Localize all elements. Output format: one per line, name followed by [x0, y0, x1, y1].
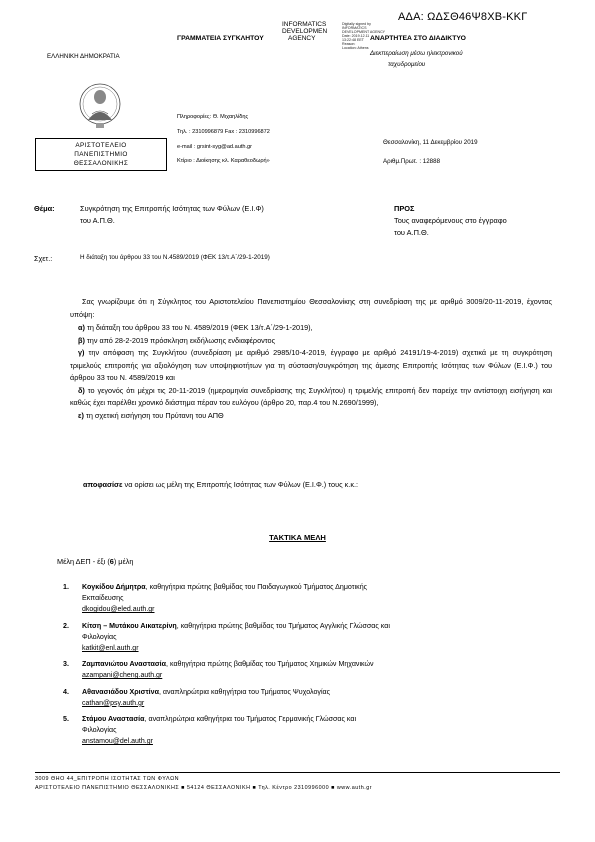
reference-label: Σχετ.:: [34, 254, 53, 263]
list-item: 4. Αθανασιάδου Χριστίνα, αναπληρώτρια καθηγήτρια του Τμήματος Ψυχολογίας cathan@psy.auth.gr: [63, 687, 331, 707]
reference-text: Η διάταξη του άρθρου 33 του Ν.4589/2019 (ΦΕΚ 13/τ.Α΄/29-1-2019): [80, 254, 270, 261]
body-intro: Σας γνωρίζουμε ότι η Σύγκλητος του Αριστοτελείου Πανεπιστημίου Θεσσαλονίκης στη συνεδρίαση της με αριθμό 3009/20-11-2019, έχοντας υπόψη:: [70, 297, 552, 319]
members-subtitle: Μέλη ΔΕΠ - έξι (6) μέλη: [57, 557, 134, 566]
protocol-number: Αριθμ.Πρωτ. : 12888: [383, 158, 441, 165]
body-item-a: α) τη διάταξη του άρθρου 33 του Ν. 4589/2019 (ΦΕΚ 13/τ.Α΄/29-1-2019),: [78, 323, 313, 332]
posted-online-heading: ΑΝΑΡΤΗΤΕΑ ΣΤΟ ΔΙΑΔΙΚΤΥΟ: [370, 35, 466, 42]
letter-body: [70, 296, 552, 422]
decision-line: αποφασίσε να ορίσει ως μέλη της Επιτροπής Ισότητας των Φύλων (Ε.Ι.Φ.) τους κ.κ.:: [83, 480, 359, 489]
members-list: [63, 582, 554, 753]
body-item-b: β) την από 28-2-2019 πρόσκληση εκδήλωσης ενδιαφέροντος: [78, 335, 276, 345]
republic-heading: ΕΛΛΗΝΙΚΗ ΔΗΜΟΚΡΑΤΙΑ: [47, 53, 120, 60]
body-item-e: ε) τη σχετική εισήγηση του Πρύτανη του ΑΠΘ: [78, 410, 224, 420]
subject-label: Θέμα:: [34, 204, 55, 213]
university-name-box: ΑΡΙΣΤΟΤΕΛΕΙΟ ΠΑΝΕΠΙΣΤΗΜΙΟ ΘΕΣΣΑΛΟΝΙΚΗΣ: [35, 138, 167, 171]
recipients-label: ΠΡΟΣ: [394, 204, 415, 213]
ada-code: ΑΔΑ: ΩΔΣΘ46Ψ8ΧΒ-ΚΚΓ: [398, 11, 528, 23]
it-agency-logo: INFORMATICS DEVELOPMEN AGENCY: [282, 21, 328, 42]
contact-tel: Τηλ. : 2310996879 Fax : 2310996872: [177, 129, 270, 135]
member-email-link[interactable]: anstamou@del.auth.gr: [82, 738, 153, 746]
member-email-link[interactable]: azampani@cheng.auth.gr: [82, 672, 163, 680]
member-email-link[interactable]: dkogidou@eled.auth.gr: [82, 606, 155, 614]
footer-address: ΑΡΙΣΤΟΤΕΛΕΙΟ ΠΑΝΕΠΙΣΤΗΜΙΟ ΘΕΣΣΑΛΟΝΙΚΗΣ ■ 54124 ΘΕΣΣΑΛΟΝΙΚΗ ■ Τηλ. Κέντρο 2310996000 ■ www.auth.gr: [35, 785, 373, 791]
document-date: Θεσσαλονίκη, 11 Δεκεμβρίου 2019: [383, 139, 478, 146]
subject-line-1: Συγκρότηση της Επιτροπής Ισότητας των Φύλων (Ε.Ι.Φ): [80, 204, 264, 213]
delivery-note-2: ταχυδρομείου: [388, 61, 426, 68]
contact-building: Κτίριο : Διοίκησης κλ. Καραθεοδωρή»: [177, 158, 270, 164]
contact-info: Πληροφορίες: Θ. Μιχαηλίδης: [177, 114, 249, 120]
footer-divider: [35, 772, 560, 773]
secretariat-heading: ΓΡΑΜΜΑΤΕΙΑ ΣΥΓΚΛΗΤΟΥ: [177, 35, 264, 42]
footer-file-ref: 3009 ΘΗΟ 44_ΕΠΙΤΡΟΠΗ ΙΣΟΤΗΤΑΣ ΤΩΝ ΦΥΛΩΝ: [35, 776, 180, 782]
university-seal-icon: [78, 80, 122, 130]
list-item: 2. Κίτση – Μυτάκου Αικατερίνη, καθηγήτρια πρώτης βαθμίδας του Τμήματος Αγγλικής Γλώσσας και Φιλολογίας katkit@enl.auth.gr: [63, 621, 390, 653]
list-item: 1. Κογκίδου Δήμητρα, καθηγήτρια πρώτης βαθμίδας του Παιδαγωγικού Τμήματος Δημοτικής Εκπαίδευσης dkogidou@eled.auth.gr: [63, 583, 368, 614]
recipients-line-1: Τους αναφερόμενους στο έγγραφο: [394, 216, 507, 225]
list-item: 5. Στάμου Αναστασία, αναπληρώτρια καθηγήτρια του Τμήματος Γερμανικής Γλώσσας και Φιλολογίας anstamou@del.auth.gr: [63, 715, 357, 746]
list-item: 3. Ζαμπανιώτου Αναστασία, καθηγήτρια πρώτης βαθμίδας του Τμήματος Χημικών Μηχανικών azampani@cheng.auth.gr: [63, 660, 374, 680]
recipients-line-2: του Α.Π.Θ.: [394, 228, 429, 237]
digital-signature-stamp: Digitally signed by INFORMATICS DEVELOPMENT AGENCY Date: 2019.12.11 13:22:48 EET Reason: Location: Athens: [342, 22, 386, 50]
body-item-c: γ) την απόφαση της Συγκλήτου (συνεδρίαση με αριθμό 2985/10-4-2019, έγγραφο με αριθμό 24191/19-4-2019) σχετικά με τη συγκρότηση τριμελούς επιτροπής για αξιολόγηση των υποψηφιοτήτων για τη σύσταση/συγκρότηση της άμεσης Επιτροπής Ισότητας των Φύλων (Ε.Ι.Φ.) του άρθρου 33 του Ν. 4589/2019 και: [70, 348, 553, 382]
contact-email: e-mail : grsint-syg@ad.auth.gr: [177, 144, 253, 150]
regular-members-title: ΤΑΚΤΙΚΑ ΜΕΛΗ: [269, 533, 326, 542]
body-item-d: δ) το γεγονός ότι μέχρι τις 20-11-2019 (ημερομηνία συνεδρίασης της Συγκλήτου) η τριμελής επιτροπή δεν παρείχε την αντίστοιχη εισήγηση και καθώς έχει παρέλθει χρονικό διάστημα πέραν του ευλόγου (άρθρο 20, παρ.4 του Ν.2690/1999),: [70, 385, 553, 407]
member-email-link[interactable]: cathan@psy.auth.gr: [82, 699, 145, 707]
delivery-note-1: Διεκπεραίωση μέσω ηλεκτρονικού: [370, 50, 463, 57]
member-email-link[interactable]: katkit@enl.auth.gr: [82, 645, 139, 653]
subject-line-2: του Α.Π.Θ.: [80, 216, 115, 225]
